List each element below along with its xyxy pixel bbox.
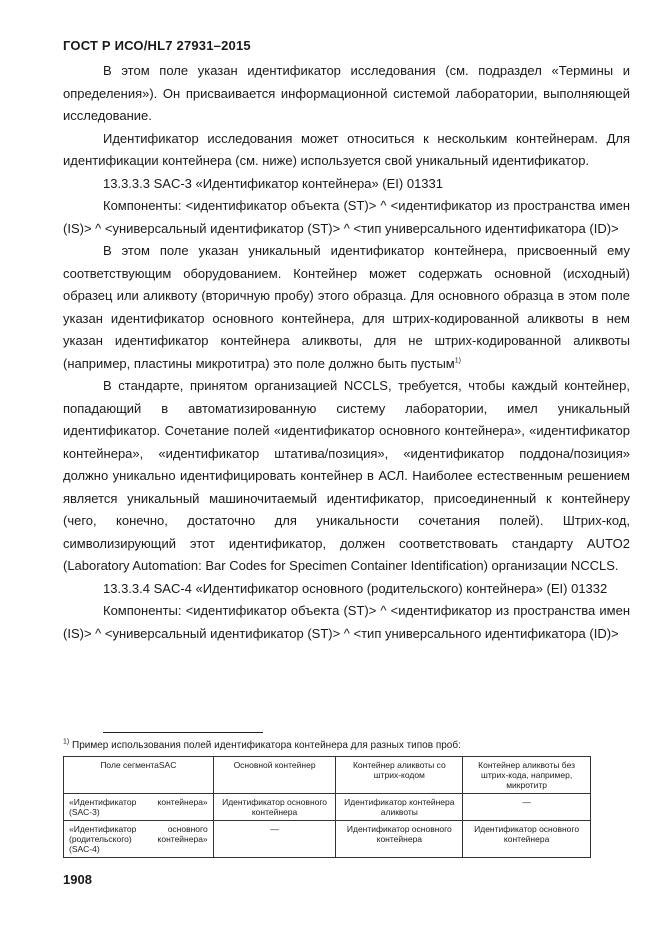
- table-header-cell: Основной контейнер: [213, 757, 336, 794]
- page-number: 1908: [63, 872, 92, 887]
- table-header-row: [64, 757, 591, 794]
- paragraph: Компоненты: <идентификатор объекта (ST)> ^ <идентификатор из пространства имен (IS)> ^ <универсальный идентификатор (ST)> ^ <тип универсального идентификатора (ID)>: [63, 198, 630, 236]
- section-heading-sac3: 13.3.3.3 SAC-3 «Идентификатор контейнера» (EI) 01331: [103, 175, 443, 191]
- table-cell: Идентификатор основного контейнера: [213, 794, 336, 821]
- paragraph: Компоненты: <идентификатор объекта (ST)> ^ <идентификатор из пространства имен (IS)> ^ <универсальный идентификатор (ST)> ^ <тип универсального идентификатора (ID)>: [63, 603, 630, 641]
- footnote-reference: 1): [454, 357, 461, 365]
- section-heading-sac4: 13.3.3.4 SAC-4 «Идентификатор основного (родительского) контейнера» (EI) 01332: [103, 580, 608, 596]
- table-cell: Идентификатор основного контейнера: [336, 821, 463, 858]
- table-header-cell: Контейнер аликвоты без штрих-кода, например, микротитр: [463, 757, 591, 794]
- table-header-cell: Контейнер аликвоты со штрих-кодом: [336, 757, 463, 794]
- footnote-marker: 1): [63, 738, 70, 746]
- paragraph: В стандарте, принятом организацией NCCLS, требуется, чтобы каждый контейнер, попадающий в автоматизированную систему лаборатории, имел уникальный идентификатор. Сочетание полей «идентификатор основного контейнера», «идентификатор контейнера», «идентификатор штатива/позиция», «идентификатор поддона/позиция» должно уникально идентифицировать контейнер в АСЛ. Наиболее естественным решением является уникальный машиночитаемый идентификатор, присоединенный к контейнеру (чего, конечно, достаточно для уникальности сочетания полей). Штрих-код, символизирующий этот идентификатор, должен соответствовать стандарту AUTO2 (Laboratory Automation: Bar Codes for Specimen Container Identification) организации NCCLS.: [63, 378, 630, 573]
- table-cell: —: [463, 794, 591, 821]
- paragraph: Идентификатор исследования может относиться к нескольким контейнерам. Для идентификации контейнера (см. ниже) используется свой уникальный идентификатор.: [63, 130, 630, 168]
- paragraph: [63, 240, 630, 375]
- document-header: ГОСТ Р ИСО/HL7 27931–2015: [63, 38, 251, 53]
- footnote-table: [63, 756, 591, 858]
- footnote-body: Пример использования полей идентификатора контейнера для разных типов проб:: [72, 740, 461, 751]
- footnote-text: [63, 740, 461, 752]
- footnote-separator: [103, 732, 263, 733]
- table-row: [64, 794, 591, 821]
- table-cell: —: [213, 821, 336, 858]
- table-cell: Идентификатор контейнера аликвоты: [336, 794, 463, 821]
- table-cell: «Идентификатор контейнера» (SAC-3): [64, 794, 214, 821]
- paragraph: В этом поле указан идентификатор исследования (см. подраздел «Термины и определения»). Он присваивается информационной системой лаборатории, выполняющей исследование.: [63, 63, 630, 123]
- body-text: [63, 60, 630, 645]
- table-cell: Идентификатор основного контейнера: [463, 821, 591, 858]
- table-row: [64, 821, 591, 858]
- paragraph-text: В этом поле указан уникальный идентификатор контейнера, присвоенный ему соответствующим оборудованием. Контейнер может содержать основной (исходный) образец или аликвоту (вторичную пробу) этого образца. Для основного образца в этом поле указан идентификатор основного контейнера, для штрих-кодированной аликвоты в нем указан идентификатор контейнера аликвоты, для не штрих-кодированной аликвоты (например, пластины микротитра) это поле должно быть пустым: [63, 243, 630, 371]
- table-cell: «Идентификатор основного (родительского) контейнера» (SAC-4): [64, 821, 214, 858]
- table-header-cell: Поле сегментаSAC: [64, 757, 214, 794]
